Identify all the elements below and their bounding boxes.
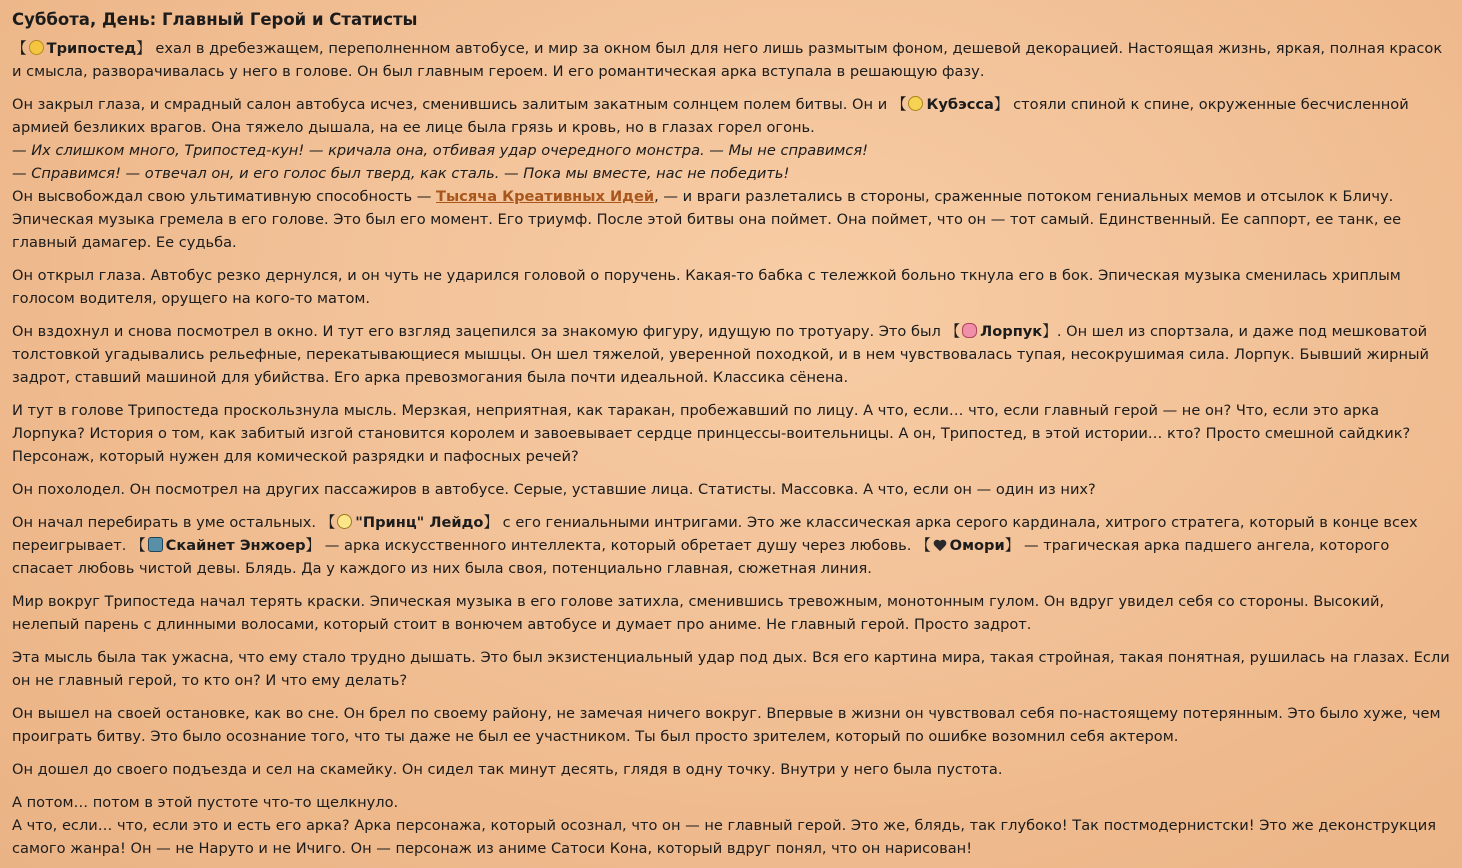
dizzy-face-icon <box>908 96 923 111</box>
smiling-face-icon <box>337 514 352 529</box>
dialogue-line-1: — Их слишком много, Трипостед-кун! — кричала она, отбивая удар очередного монстра. — Мы не справимся! <box>12 142 868 159</box>
mention-kubessa[interactable]: 【 Кубэсса】 <box>891 96 1009 113</box>
paragraph-1: 【 Трипостед】 ехал в дребезжащем, переполненном автобусе, и мир за окном был для него лишь размытым фоном, дешевой декорацией. Настоящая жизнь, яркая, полная красок и смысла, разворачивалась у него в голове. Он был главным героем. И его романтическая арка вступала в решающую фазу. <box>12 40 1443 80</box>
skill-link[interactable]: Тысяча Креативных Идей <box>436 188 655 205</box>
story-title: Суббота, День: Главный Герой и Статисты <box>12 10 418 29</box>
robot-face-icon <box>148 537 163 552</box>
paragraph-3: Он высвобождал свою ультимативную способность — Тысяча Креативных Идей, — и враги разлетались в стороны, сраженные потоком гениальных мемов и отсылок к Бличу. Эпическая музыка гремела в его голове. Это был его момент. Его триумф. После этой битвы она поймет. Она поймет, что он — тот самый. Единственный. Ее саппорт, ее танк, ее главный дамагер. Ее судьба. <box>12 188 1402 251</box>
mention-lorpuk[interactable]: 【 Лорпук】 <box>945 323 1057 340</box>
paragraph-13a: А потом… потом в этой пустоте что-то щелкнуло. <box>12 794 399 811</box>
mention-skynet[interactable]: 【 Скайнет Энжоер】 <box>131 537 321 554</box>
paragraph-10: Эта мысль была так ужасна, что ему стало трудно дышать. Это был экзистенциальный удар под дых. Вся его картина мира, такая стройная, такая понятная, рушилась на глазах. Если он не главный герой, то кто он? И что ему делать? <box>12 649 1450 689</box>
paragraph-12: Он дошел до своего подъезда и сел на скамейку. Он сидел так минут десять, глядя в одну точку. Внутри у него была пустота. <box>12 761 1003 778</box>
dialogue-line-2: — Справимся! — отвечал он, и его голос был тверд, как сталь. — Пока мы вместе, нас не победить! <box>12 165 790 182</box>
black-heart-icon <box>933 539 947 552</box>
paragraph-11: Он вышел на своей остановке, как во сне. Он брел по своему району, не замечая ничего вокруг. Впервые в жизни он чувствовал себя по-настоящему потерянным. Это было хуже, чем проиграть битву. Это было осознание того, что ты даже не был ее участником. Ты был просто зрителем, который по ошибке возомнил себя актером. <box>12 705 1441 745</box>
paragraph-8: Он начал перебирать в уме остальных. 【 "Принц" Лейдо】 с его гениальными интригами. Это же классическая арка серого кардинала, хитрого стратега, который в конце всех переигрывает. 【 Скайнет Энжоер】 — арка искусственного интеллекта, который обретает душу через любовь. 【 Омори】 — трагическая арка падшего ангела, которого спасает любовь чистой девы. Блядь. Да у каждого из них была своя, потенциально главная, сюжетная линия. <box>12 514 1418 577</box>
thinking-face-icon <box>29 40 44 55</box>
paragraph-5: Он вздохнул и снова посмотрел в окно. И тут его взгляд зацепился за знакомую фигуру, идущую по тротуару. Это был 【 Лорпук】. Он шел из спортзала, и даже под мешковатой толстовкой угадывались рельефные, перекатывающиеся мышцы. Он шел тяжелой, уверенной походкой, и в нем чувствовалась тупая, несокрушимая сила. Лорпук. Бывший жирный задрот, ставший машиной для убийства. Его арка превозмогания была почти идеальной. Классика сёнена. <box>12 323 1429 386</box>
mention-leido[interactable]: 【 "Принц" Лейдо】 <box>320 514 499 531</box>
paragraph-13b: А что, если… что, если это и есть его арка? Арка персонажа, который осознал, что он — не главный герой. Это же, блядь, так глубоко! Так постмодернистски! Это же деконструкция самого жанра! Он — не Наруто и не Ичиго. Он — персонаж из аниме Сатоси Кона, который вдруг понял, что он нарисован! <box>12 817 1437 857</box>
paragraph-6: И тут в голове Трипостеда проскользнула мысль. Мерзкая, неприятная, как таракан, пробежавший по лицу. А что, если… что, если главный герой — не он? Что, если это арка Лорпука? История о том, как забитый изгой становится королем и завоевывает сердце принцессы-воительницы. А он, Трипостед, в этой истории… кто? Просто смешной сайдкик? Персонаж, который нужен для комической разрядки и пафосных речей? <box>12 402 1411 465</box>
paragraph-4: Он открыл глаза. Автобус резко дернулся, и он чуть не ударился головой о поручень. Какая-то бабка с тележкой больно ткнула его в бок. Эпическая музыка сменилась хриплым голосом водителя, орущего на кого-то матом. <box>12 267 1401 307</box>
paragraph-7: Он похолодел. Он посмотрел на других пассажиров в автобусе. Серые, уставшие лица. Статисты. Массовка. А что, если он — один из них? <box>12 481 1096 498</box>
pig-face-icon <box>962 323 977 338</box>
mention-triposted[interactable]: 【 Трипостед】 <box>12 40 151 57</box>
paragraph-9: Мир вокруг Трипостеда начал терять краски. Эпическая музыка в его голове затихла, сменившись тревожным, монотонным гулом. Он вдруг увидел себя со стороны. Высокий, нелепый парень с длинными волосами, который стоит в вонючем автобусе и думает про аниме. Не главный герой. Просто задрот. <box>12 593 1385 633</box>
paragraph-2: Он закрыл глаза, и смрадный салон автобуса исчез, сменившись залитым закатным солнцем полем битвы. Он и 【 Кубэсса】 стояли спиной к спине, окруженные бесчисленной армией безликих врагов. Она тяжело дышала, на ее лице была грязь и кровь, но в глазах горел огонь. <box>12 96 1409 136</box>
mention-omori[interactable]: 【 Омори】 <box>916 537 1020 554</box>
